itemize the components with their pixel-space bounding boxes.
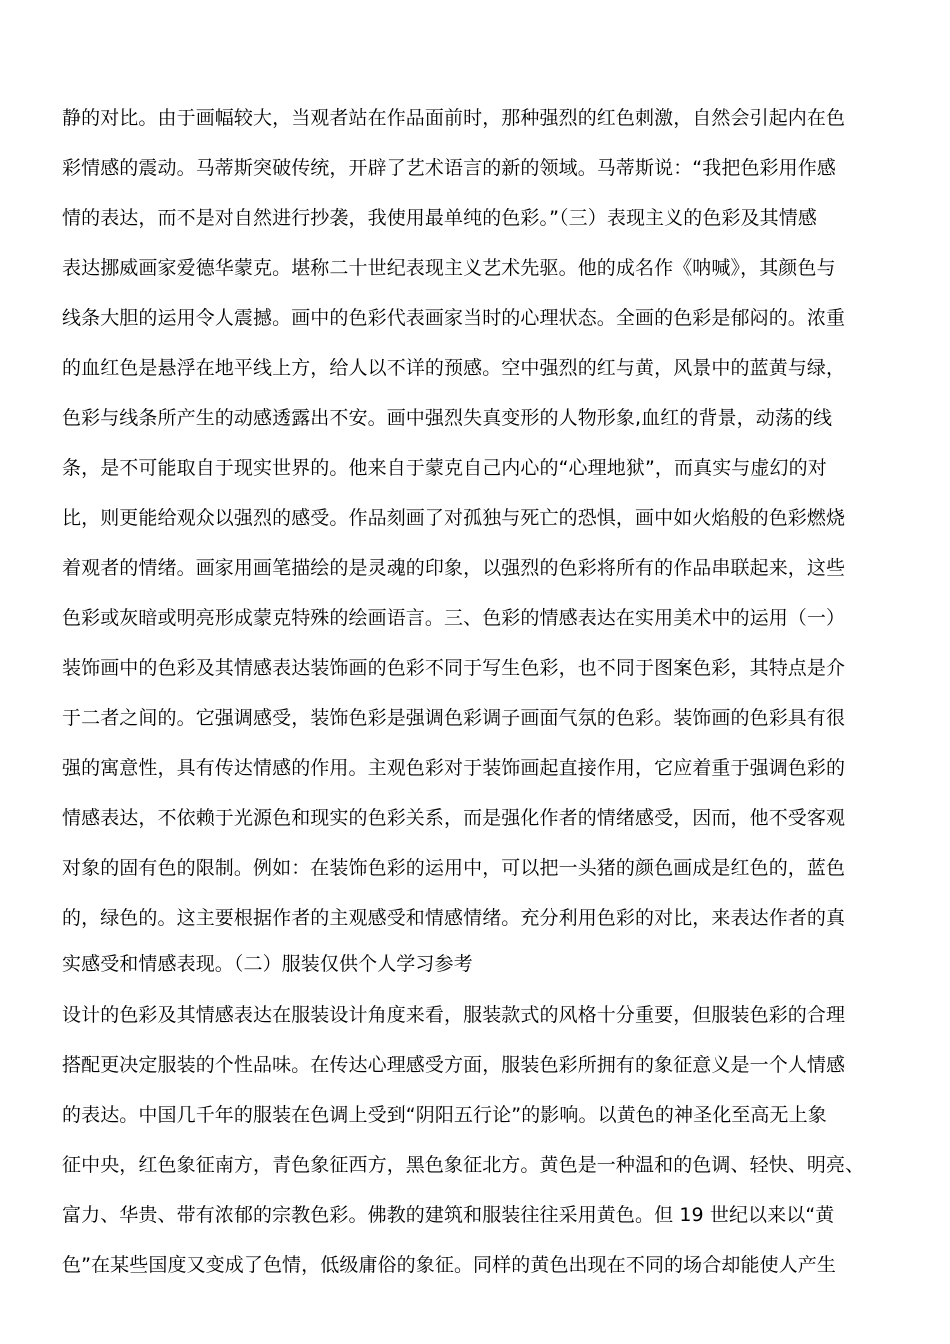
text-line: 色彩或灰暗或明亮形成蒙克特殊的绘画语言。三、色彩的情感表达在实用美术中的运用（一） [62, 607, 846, 629]
text-line: 富力、华贵、带有浓郁的宗教色彩。佛教的建筑和服装往往采用黄色。但 19 世纪以来以“黄 [62, 1204, 835, 1226]
text-line: 搭配更决定服装的个性品味。在传达心理感受方面，服装色彩所拥有的象征意义是一个人情感 [62, 1054, 846, 1076]
text-line: 色”在某些国度又变成了色情，低级庸俗的象征。同样的黄色出现在不同的场合却能使人产生 [62, 1254, 836, 1276]
text-line: 强的寓意性，具有传达情感的作用。主观色彩对于装饰画起直接作用，它应着重于强调色彩的 [62, 757, 846, 779]
text-line: 情感表达，不依赖于光源色和现实的色彩关系，而是强化作者的情绪感受，因而，他不受客观 [62, 807, 846, 829]
text-line: 的血红色是悬浮在地平线上方，给人以不详的预感。空中强烈的红与黄，风景中的蓝黄与绿， [62, 357, 846, 379]
text-line: 实感受和情感表现。（二）服装仅供个人学习参考 [62, 953, 473, 975]
text-line: 彩情感的震动。马蒂斯突破传统，开辟了艺术语言的新的领域。马蒂斯说：“我把色彩用作感 [62, 157, 836, 179]
text-line: 的，绿色的。这主要根据作者的主观感受和情感情绪。充分利用色彩的对比，来表达作者的真 [62, 907, 846, 929]
text-line: 于二者之间的。它强调感受，装饰色彩是强调色彩调子画面气氛的色彩。装饰画的色彩具有很 [62, 707, 846, 729]
text-line: 设计的色彩及其情感表达在服装设计角度来看，服装款式的风格十分重要，但服装色彩的合理 [62, 1004, 846, 1026]
text-line: 条，是不可能取自于现实世界的。他来自于蒙克自己内心的“心理地狱”，而真实与虚幻的对 [62, 457, 827, 479]
text-line: 线条大胆的运用令人震撼。画中的色彩代表画家当时的心理状态。全画的色彩是郁闷的。浓重 [62, 307, 846, 329]
text-line: 静的对比。由于画幅较大，当观者站在作品面前时，那种强烈的红色刺激，自然会引起内在色 [62, 107, 846, 129]
text-line: 征中央，红色象征南方，青色象征西方，黑色象征北方。黄色是一种温和的色调、轻快、明亮、 [62, 1154, 865, 1176]
text-line: 的表达。中国几千年的服装在色调上受到“阴阳五行论”的影响。以黄色的神圣化至高无上象 [62, 1104, 827, 1126]
text-line: 表达挪威画家爱德华蒙克。堪称二十世纪表现主义艺术先驱。他的成名作《呐喊》，其颜色与 [62, 257, 836, 279]
text-line: 着观者的情绪。画家用画笔描绘的是灵魂的印象，以强烈的色彩将所有的作品串联起来，这些 [62, 557, 846, 579]
text-line: 色彩与线条所产生的动感透露出不安。画中强烈失真变形的人物形象,血红的背景，动荡的线 [62, 407, 833, 429]
text-line: 情的表达，而不是对自然进行抄袭，我使用最单纯的色彩。”（三）表现主义的色彩及其情感 [62, 207, 817, 229]
text-line: 对象的固有色的限制。例如：在装饰色彩的运用中，可以把一头猪的颜色画成是红色的，蓝色 [62, 857, 846, 879]
text-line: 装饰画中的色彩及其情感表达装饰画的色彩不同于写生色彩，也不同于图案色彩，其特点是介 [62, 657, 846, 679]
text-line: 比，则更能给观众以强烈的感受。作品刻画了对孤独与死亡的恐惧，画中如火焰般的色彩燃烧 [62, 507, 846, 529]
